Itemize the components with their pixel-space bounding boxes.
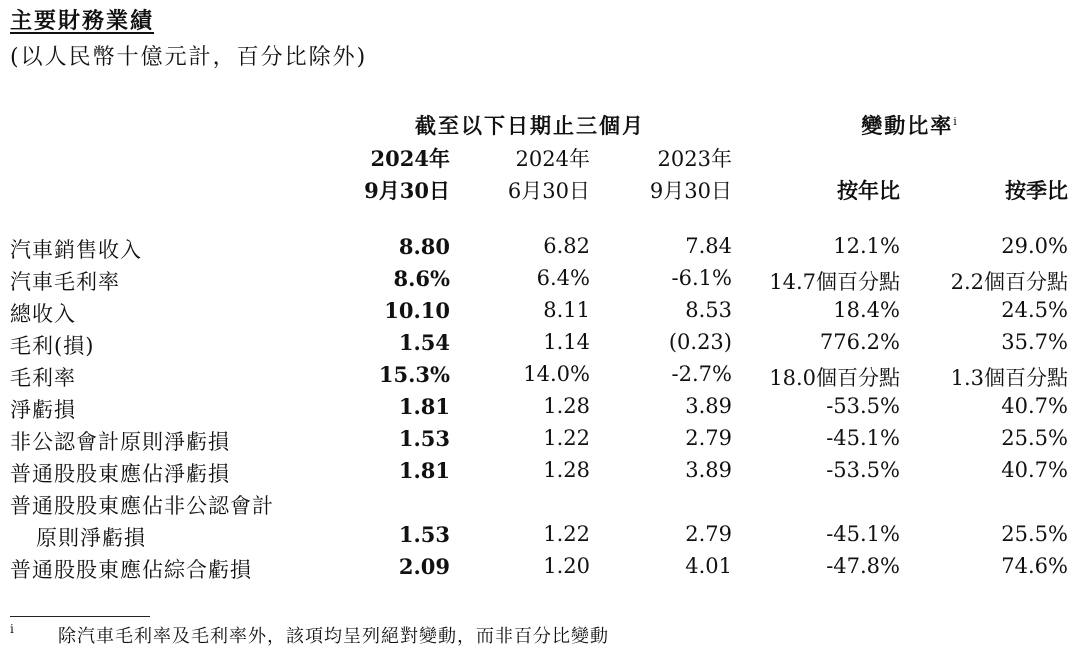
cell-col-4: -47.8% <box>826 554 900 578</box>
table-row <box>0 296 1080 328</box>
cell-col-3: 8.53 <box>685 298 732 322</box>
cell-col-3: -2.7% <box>671 362 732 386</box>
col-header-qoq: 按季比 <box>1005 178 1068 203</box>
page-subtitle: (以人民幣十億元計，百分比除外) <box>10 45 368 70</box>
cell-col-2: 1.22 <box>543 426 590 450</box>
table-row <box>0 232 1080 264</box>
cell-col-2: 1.20 <box>543 554 590 578</box>
cell-col-4: 776.2% <box>819 330 900 354</box>
row-label: 淨虧損 <box>10 398 76 422</box>
cell-col-2: 8.11 <box>543 298 590 322</box>
cell-col-1: 10.10 <box>384 298 450 323</box>
financial-table <box>0 232 1080 584</box>
cell-col-1: 1.81 <box>398 458 450 483</box>
cell-col-3: 4.01 <box>685 554 732 578</box>
col-header-year-1: 2024年 <box>370 146 450 171</box>
footnote-divider <box>10 616 150 617</box>
table-row <box>0 488 1080 520</box>
cell-col-3: 3.89 <box>685 394 732 418</box>
cell-col-5: 24.5% <box>1001 298 1068 322</box>
row-label: 汽車銷售收入 <box>10 238 142 262</box>
row-label: 汽車毛利率 <box>10 270 120 294</box>
table-row <box>0 520 1080 552</box>
cell-col-5: 2.2個百分點 <box>950 270 1068 294</box>
cell-col-1: 1.53 <box>398 426 450 451</box>
cell-col-4: -45.1% <box>826 522 900 546</box>
table-row <box>0 264 1080 296</box>
cell-col-2: 6.4% <box>536 266 590 290</box>
cell-col-2: 6.82 <box>543 234 590 258</box>
cell-col-5: 35.7% <box>1001 330 1068 354</box>
cell-col-2: 1.28 <box>543 458 590 482</box>
footnote-text: 除汽車毛利率及毛利率外，該項均呈列絕對變動，而非百分比變動 <box>58 626 609 647</box>
cell-col-1: 1.81 <box>398 394 450 419</box>
row-label: 非公認會計原則淨虧損 <box>10 430 230 454</box>
cell-col-4: -53.5% <box>826 394 900 418</box>
col-header-year-2: 2024年 <box>515 147 590 171</box>
cell-col-1: 2.09 <box>398 554 450 579</box>
cell-col-2: 14.0% <box>523 362 590 386</box>
col-header-date-2: 6月30日 <box>507 179 590 203</box>
row-label: 毛利(損) <box>10 334 95 358</box>
row-label: 總收入 <box>10 302 76 326</box>
cell-col-3: 2.79 <box>685 522 732 546</box>
cell-col-1: 1.53 <box>398 522 450 547</box>
cell-col-5: 1.3個百分點 <box>950 366 1068 390</box>
row-label: 普通股股東應佔非公認會計 <box>10 494 274 518</box>
row-label: 普通股股東應佔淨虧損 <box>10 462 230 486</box>
table-row <box>0 328 1080 360</box>
col-header-yoy: 按年比 <box>837 178 900 203</box>
cell-col-2: 1.28 <box>543 394 590 418</box>
page-title: 主要財務業績 <box>10 8 155 34</box>
cell-col-1: 8.80 <box>398 234 450 259</box>
row-label: 原則淨虧損 <box>36 526 146 550</box>
cell-col-2: 1.14 <box>543 330 590 354</box>
footnote-marker: i <box>953 115 959 128</box>
col-header-date-3: 9月30日 <box>649 179 732 203</box>
cell-col-3: 7.84 <box>685 234 732 258</box>
row-label: 毛利率 <box>10 366 76 390</box>
table-row <box>0 552 1080 584</box>
cell-col-2: 1.22 <box>543 522 590 546</box>
period-group-header: 截至以下日期止三個月 <box>415 113 645 138</box>
cell-col-5: 40.7% <box>1001 394 1068 418</box>
cell-col-4: 12.1% <box>833 234 900 258</box>
row-label: 普通股股東應佔綜合虧損 <box>10 558 252 582</box>
change-group-header <box>850 110 970 140</box>
cell-col-5: 29.0% <box>1001 234 1068 258</box>
cell-col-4: 18.4% <box>833 298 900 322</box>
cell-col-5: 74.6% <box>1001 554 1068 578</box>
footnote-mark: i <box>10 622 14 636</box>
cell-col-4: 14.7個百分點 <box>769 270 900 294</box>
cell-col-1: 15.3% <box>378 362 450 387</box>
table-row <box>0 392 1080 424</box>
table-row <box>0 360 1080 392</box>
cell-col-4: -53.5% <box>826 458 900 482</box>
table-row <box>0 456 1080 488</box>
cell-col-1: 1.54 <box>398 330 450 355</box>
col-header-date-1: 9月30日 <box>364 178 450 203</box>
cell-col-3: -6.1% <box>671 266 732 290</box>
cell-col-3: 3.89 <box>685 458 732 482</box>
cell-col-4: 18.0個百分點 <box>769 366 900 390</box>
cell-col-3: (0.23) <box>668 330 732 354</box>
cell-col-5: 25.5% <box>1001 426 1068 450</box>
change-group-label: 變動比率 <box>861 113 954 138</box>
cell-col-3: 2.79 <box>685 426 732 450</box>
cell-col-1: 8.6% <box>393 266 450 291</box>
table-row <box>0 424 1080 456</box>
cell-col-5: 25.5% <box>1001 522 1068 546</box>
cell-col-4: -45.1% <box>826 426 900 450</box>
cell-col-5: 40.7% <box>1001 458 1068 482</box>
col-header-year-3: 2023年 <box>657 147 732 171</box>
